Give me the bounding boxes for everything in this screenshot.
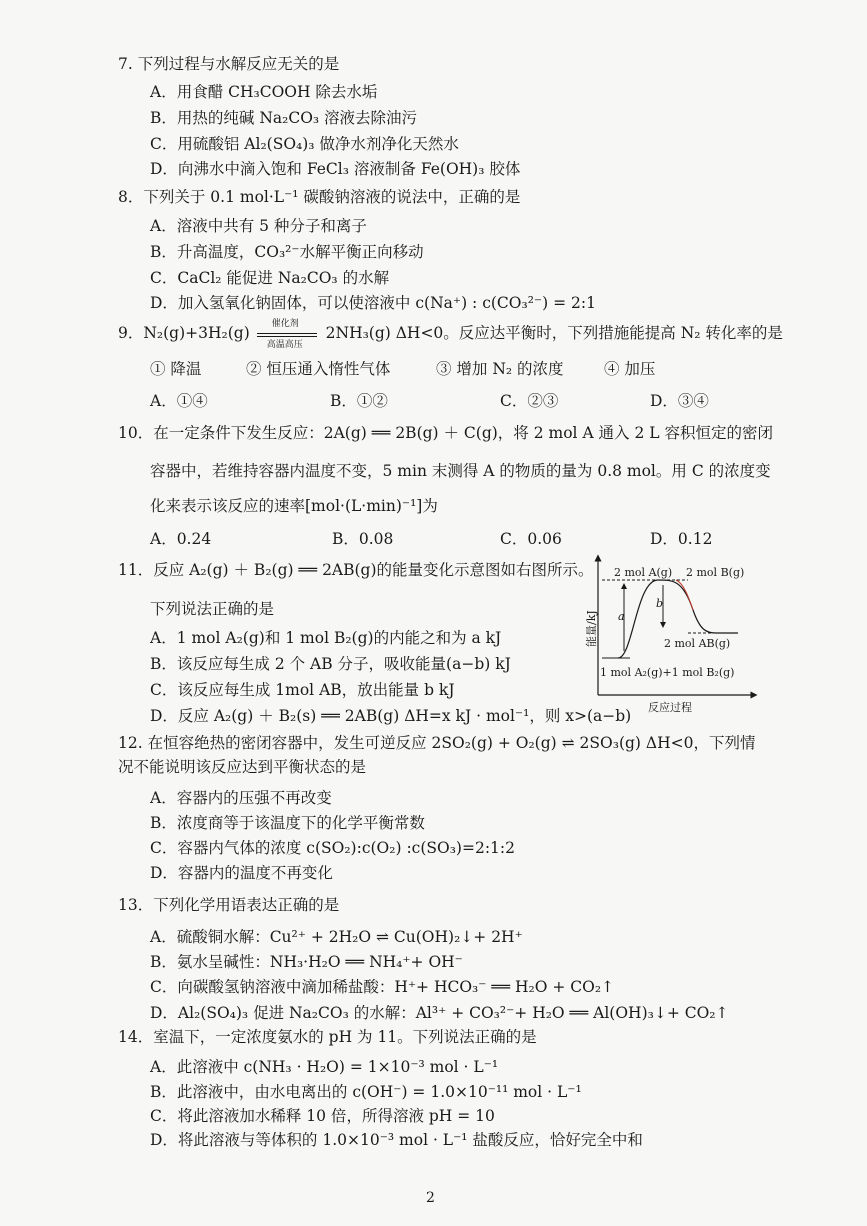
question-7-stem: 7. 下列过程与水解反应无关的是 — [118, 55, 340, 73]
question-12-line-2: 况不能说明该反应达到平衡状态的是 — [118, 758, 367, 776]
question-9-option-d: D．③④ — [650, 392, 709, 410]
question-9-measure-1: ① 降温 — [150, 360, 202, 378]
question-12-line-1: 12. 在恒容绝热的密闭容器中，发生可逆反应 2SO₂(g) + O₂(g) ⇌ 2SO₃(g) ΔH<0，下列情 — [118, 734, 756, 752]
energy-label-2mol-a: 2 mol A(g) — [614, 566, 673, 579]
question-14-option-c: C．将此溶液加水稀释 10 倍，所得溶液 pH = 10 — [150, 1107, 495, 1125]
question-11-option-c: C．该反应每生成 1mol AB，放出能量 b kJ — [150, 681, 455, 699]
question-14-option-b: B．此溶液中，由水电离出的 c(OH⁻) = 1.0×10⁻¹¹ mol · L⁻¹ — [150, 1083, 582, 1101]
question-7-option-d: D．向沸水中滴入饱和 FeCl₃ 溶液制备 Fe(OH)₃ 胶体 — [150, 160, 521, 178]
energy-axis-y-label: 能量/kJ — [585, 610, 598, 647]
question-14-stem: 14．室温下，一定浓度氨水的 pH 为 11。下列说法正确的是 — [118, 1028, 537, 1046]
energy-axis-x-label: 反应过程 — [648, 701, 692, 714]
question-13-option-b: B．氨水呈碱性：NH₃·H₂O ══ NH₄⁺+ OH⁻ — [150, 953, 463, 971]
question-9-stem — [118, 319, 783, 350]
question-13-option-c: C．向碳酸氢钠溶液中滴加稀盐酸：H⁺+ HCO₃⁻ ══ H₂O + CO₂↑ — [150, 978, 615, 996]
question-12-option-a: A．容器内的压强不再改变 — [150, 789, 332, 807]
question-9-option-a: A．①④ — [150, 392, 208, 410]
energy-label-2mol-ab: 2 mol AB(g) — [664, 637, 731, 650]
question-13-option-d: D．Al₂(SO₄)₃ 促进 Na₂CO₃ 的水解：Al³⁺ + CO₃²⁻+ H₂O ══ Al(OH)₃↓+ CO₂↑ — [150, 1004, 729, 1022]
question-8-stem: 8．下列关于 0.1 mol·L⁻¹ 碳酸钠溶液的说法中，正确的是 — [118, 188, 521, 206]
question-7-option-b: B．用热的纯碱 Na₂CO₃ 溶液去除油污 — [150, 109, 418, 127]
question-12-option-b: B．浓度商等于该温度下的化学平衡常数 — [150, 814, 425, 832]
question-10-option-d: D．0.12 — [650, 530, 713, 548]
question-9-arrow-top: 催化剂 — [271, 319, 299, 329]
question-9-arrow-bottom: 高温高压 — [266, 340, 303, 350]
question-12-option-d: D．容器内的温度不再变化 — [150, 864, 333, 882]
question-8-option-a: A．溶液中共有 5 种分子和离子 — [150, 217, 367, 235]
question-11-option-d: D．反应 A₂(g) ＋ B₂(s) ══ 2AB(g) ΔH=x kJ · mol⁻¹，则 x>(a−b) — [150, 707, 632, 725]
question-9-measure-3: ③ 增加 N₂ 的浓度 — [436, 360, 564, 378]
question-7-option-a: A．用食醋 CH₃COOH 除去水垢 — [150, 83, 378, 101]
energy-label-a: a — [618, 610, 625, 623]
energy-diagram — [585, 555, 758, 715]
question-13-stem: 13．下列化学用语表达正确的是 — [118, 896, 340, 914]
question-12-option-c: C．容器内气体的浓度 c(SO₂):c(O₂) :c(SO₃)=2:1:2 — [150, 839, 515, 857]
question-9-measure-4: ④ 加压 — [604, 360, 656, 378]
question-10-line-1: 10．在一定条件下发生反应：2A(g) ══ 2B(g) ＋ C(g)，将 2 mol A 通入 2 L 容积恒定的密闭 — [118, 424, 773, 442]
question-9-option-b: B．①② — [330, 392, 388, 410]
question-9-option-c: C．②③ — [500, 392, 559, 410]
question-9-stem-left: 9．N₂(g)+3H₂(g) — [118, 324, 250, 342]
question-8-option-d: D．加入氢氧化钠固体，可以使溶液中 c(Na⁺) : c(CO₃²⁻) = 2:1 — [150, 294, 596, 312]
question-10-option-a: A．0.24 — [150, 530, 212, 548]
energy-label-reactant: 1 mol A₂(g)+1 mol B₂(g) — [600, 666, 735, 679]
question-14-option-d: D．将此溶液与等体积的 1.0×10⁻³ mol · L⁻¹ 盐酸反应，恰好完全中和 — [150, 1131, 643, 1149]
question-10-option-c: C．0.06 — [500, 530, 562, 548]
question-13-option-a: A．硫酸铜水解：Cu²⁺ + 2H₂O ⇌ Cu(OH)₂↓+ 2H⁺ — [150, 928, 523, 946]
question-7-option-c: C．用硫酸铝 Al₂(SO₄)₃ 做净水剂净化天然水 — [150, 135, 459, 153]
question-8-option-b: B．升高温度，CO₃²⁻水解平衡正向移动 — [150, 243, 424, 261]
energy-label-b: b — [656, 597, 664, 610]
question-14-option-a: A．此溶液中 c(NH₃ · H₂O) = 1×10⁻³ mol · L⁻¹ — [150, 1058, 499, 1076]
page-number: 2 — [426, 1190, 435, 1206]
question-9-stem-right: 2NH₃(g) ΔH<0。反应达平衡时，下列措施能提高 N₂ 转化率的是 — [325, 324, 783, 342]
question-11-option-b: B．该反应每生成 2 个 AB 分子，吸收能量(a−b) kJ — [150, 655, 511, 673]
question-9-arrow — [257, 319, 319, 350]
question-11-sub: 下列说法正确的是 — [150, 600, 275, 618]
energy-label-2mol-b: 2 mol B(g) — [686, 566, 745, 579]
question-11-stem: 11．反应 A₂(g) ＋ B₂(g) ══ 2AB(g)的能量变化示意图如右图所示。 — [118, 561, 594, 579]
question-10-line-3: 化来表示该反应的速率[mol·(L·min)⁻¹]为 — [150, 497, 438, 515]
question-10-option-b: B．0.08 — [332, 530, 394, 548]
question-8-option-c: C．CaCl₂ 能促进 Na₂CO₃ 的水解 — [150, 269, 390, 287]
question-10-line-2: 容器中，若维持容器内温度不变，5 min 末测得 A 的物质的量为 0.8 mol。用 C 的浓度变 — [150, 462, 771, 480]
question-11-option-a: A．1 mol A₂(g)和 1 mol B₂(g)的内能之和为 a kJ — [150, 629, 502, 647]
question-9-measure-2: ② 恒压通入惰性气体 — [246, 360, 391, 378]
